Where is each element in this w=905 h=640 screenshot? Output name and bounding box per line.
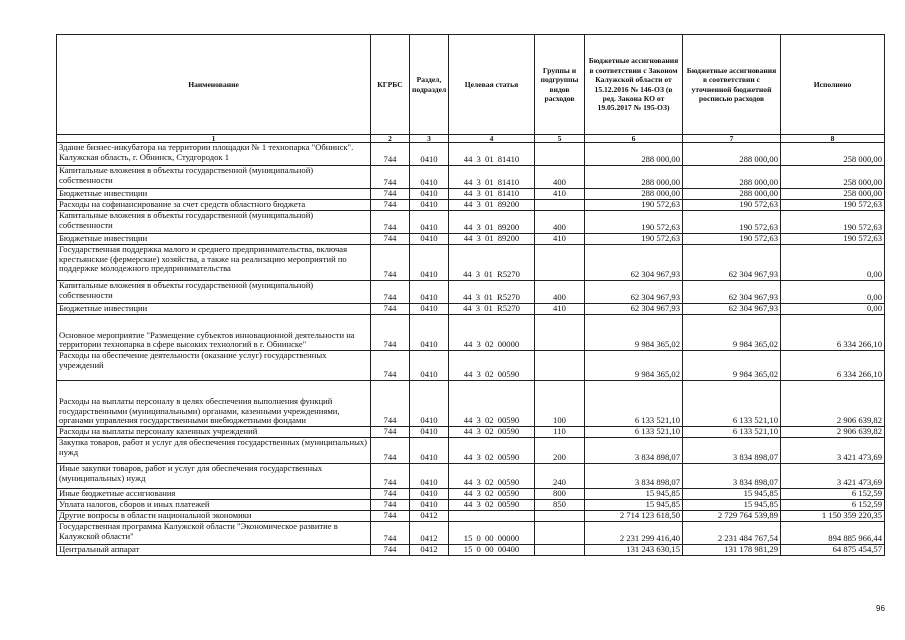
row-name: Расходы на софинансирование за счет средств областного бюджета (57, 200, 371, 211)
table-row (57, 427, 885, 438)
row-refined: 288 000,00 (683, 189, 781, 200)
row-section: 0410 (410, 438, 449, 464)
row-name: Государственная программа Калужской области "Экономическое развитие в Калужской области" (57, 522, 371, 545)
row-refined: 9 984 365,02 (683, 351, 781, 381)
row-section: 0412 (410, 545, 449, 556)
row-law: 6 133 521,10 (585, 427, 683, 438)
column-number: 6 (585, 135, 683, 143)
table-row (57, 315, 885, 351)
row-kgrbs: 744 (371, 464, 410, 489)
table-row (57, 189, 885, 200)
table-row (57, 438, 885, 464)
row-kgrbs: 744 (371, 500, 410, 511)
row-kgrbs: 744 (371, 351, 410, 381)
header-law: Бюджетные ассигнования в соответствии с Законом Калужской области от 15.12.2016 № 146-ОЗ (в ред. Закона КО от 19.05.2017 № 195-ОЗ) (585, 35, 683, 135)
row-law: 6 133 521,10 (585, 381, 683, 427)
row-executed: 2 906 639,82 (781, 427, 885, 438)
row-refined: 131 178 981,29 (683, 545, 781, 556)
row-law: 62 304 967,93 (585, 245, 683, 281)
row-name: Расходы на обеспечение деятельности (оказание услуг) государственных учреждений (57, 351, 371, 381)
row-target: 44 3 02 00590 (449, 381, 535, 427)
column-number-row (57, 135, 885, 143)
header-executed: Исполнено (781, 35, 885, 135)
table-row (57, 211, 885, 234)
row-target: 44 3 01 R5270 (449, 245, 535, 281)
row-section: 0410 (410, 189, 449, 200)
column-number: 2 (371, 135, 410, 143)
row-law: 15 945,85 (585, 500, 683, 511)
table-row (57, 245, 885, 281)
row-refined: 190 572,63 (683, 234, 781, 245)
row-section: 0410 (410, 464, 449, 489)
row-target: 44 3 01 89200 (449, 234, 535, 245)
row-section: 0410 (410, 234, 449, 245)
row-law: 3 834 898,07 (585, 464, 683, 489)
row-executed: 2 906 639,82 (781, 381, 885, 427)
row-target: 44 3 01 R5270 (449, 281, 535, 304)
row-section: 0410 (410, 489, 449, 500)
row-name: Другие вопросы в области национальной экономики (57, 511, 371, 522)
budget-table (56, 34, 885, 556)
row-law: 190 572,63 (585, 200, 683, 211)
row-section: 0410 (410, 166, 449, 189)
column-number: 5 (535, 135, 585, 143)
row-group: 100 (535, 381, 585, 427)
row-executed: 190 572,63 (781, 200, 885, 211)
header-section: Раздел, подраздел (410, 35, 449, 135)
row-group: 400 (535, 166, 585, 189)
row-law: 131 243 630,15 (585, 545, 683, 556)
row-executed: 6 334 266,10 (781, 351, 885, 381)
row-executed: 3 421 473,69 (781, 438, 885, 464)
row-group (535, 143, 585, 166)
row-group (535, 511, 585, 522)
column-number: 4 (449, 135, 535, 143)
row-kgrbs: 744 (371, 304, 410, 315)
row-refined: 288 000,00 (683, 166, 781, 189)
header-target: Целевая статья (449, 35, 535, 135)
row-group: 400 (535, 211, 585, 234)
row-name: Здание бизнес-инкубатора на территории площадки № 1 технопарка "Обнинск". Калужская область, г. Обнинск, Студгородок 1 (57, 143, 371, 166)
row-name: Уплата налогов, сборов и иных платежей (57, 500, 371, 511)
row-executed: 258 000,00 (781, 189, 885, 200)
row-executed: 6 152,59 (781, 500, 885, 511)
row-name: Закупка товаров, работ и услуг для обеспечения государственных (муниципальных) нужд (57, 438, 371, 464)
row-name: Бюджетные инвестиции (57, 234, 371, 245)
row-group (535, 315, 585, 351)
row-law: 190 572,63 (585, 234, 683, 245)
row-section: 0410 (410, 427, 449, 438)
row-target: 44 3 02 00590 (449, 464, 535, 489)
row-kgrbs: 744 (371, 189, 410, 200)
row-group (535, 351, 585, 381)
row-law: 62 304 967,93 (585, 304, 683, 315)
row-law: 62 304 967,93 (585, 281, 683, 304)
row-kgrbs: 744 (371, 381, 410, 427)
row-group: 240 (535, 464, 585, 489)
table-row (57, 281, 885, 304)
row-group (535, 245, 585, 281)
row-section: 0410 (410, 304, 449, 315)
row-section: 0410 (410, 500, 449, 511)
row-executed: 894 885 966,44 (781, 522, 885, 545)
row-group: 400 (535, 281, 585, 304)
row-refined: 9 984 365,02 (683, 315, 781, 351)
row-kgrbs: 744 (371, 545, 410, 556)
row-refined: 2 231 484 767,54 (683, 522, 781, 545)
column-number: 7 (683, 135, 781, 143)
row-refined: 62 304 967,93 (683, 245, 781, 281)
row-group: 110 (535, 427, 585, 438)
row-target: 44 3 01 89200 (449, 211, 535, 234)
row-target: 44 3 01 R5270 (449, 304, 535, 315)
row-name: Государственная поддержка малого и среднего предпринимательства, включая крестьянские (фермерские) хозяйства, а также на реализацию мероприятий по поддержке молодежного предпринимательства (57, 245, 371, 281)
row-kgrbs: 744 (371, 438, 410, 464)
row-section: 0412 (410, 511, 449, 522)
row-name: Капитальные вложения в объекты государственной (муниципальной) собственности (57, 281, 371, 304)
row-target: 15 0 00 00400 (449, 545, 535, 556)
row-refined: 15 945,85 (683, 489, 781, 500)
row-kgrbs: 744 (371, 166, 410, 189)
row-target: 44 3 02 00000 (449, 315, 535, 351)
row-kgrbs: 744 (371, 211, 410, 234)
table-row (57, 489, 885, 500)
row-executed: 6 152,59 (781, 489, 885, 500)
row-law: 2 231 299 416,40 (585, 522, 683, 545)
row-law: 288 000,00 (585, 166, 683, 189)
row-refined: 288 000,00 (683, 143, 781, 166)
row-law: 9 984 365,02 (585, 315, 683, 351)
row-executed: 190 572,63 (781, 234, 885, 245)
row-kgrbs: 744 (371, 234, 410, 245)
header-row (57, 35, 885, 135)
table-row (57, 304, 885, 315)
row-law: 9 984 365,02 (585, 351, 683, 381)
row-executed: 64 875 454,57 (781, 545, 885, 556)
column-number: 3 (410, 135, 449, 143)
row-target: 44 3 02 00590 (449, 351, 535, 381)
row-target: 44 3 02 00590 (449, 500, 535, 511)
row-refined: 3 834 898,07 (683, 464, 781, 489)
table-row (57, 381, 885, 427)
row-refined: 190 572,63 (683, 211, 781, 234)
row-executed: 0,00 (781, 304, 885, 315)
row-name: Капитальные вложения в объекты государственной (муниципальной) собственности (57, 211, 371, 234)
row-executed: 258 000,00 (781, 143, 885, 166)
row-section: 0410 (410, 315, 449, 351)
row-group: 850 (535, 500, 585, 511)
row-executed: 190 572,63 (781, 211, 885, 234)
row-kgrbs: 744 (371, 281, 410, 304)
row-refined: 2 729 764 539,89 (683, 511, 781, 522)
row-section: 0410 (410, 143, 449, 166)
row-section: 0410 (410, 211, 449, 234)
table-row (57, 166, 885, 189)
row-name: Центральный аппарат (57, 545, 371, 556)
row-law: 3 834 898,07 (585, 438, 683, 464)
row-law: 288 000,00 (585, 143, 683, 166)
row-kgrbs: 744 (371, 489, 410, 500)
row-target: 44 3 02 00590 (449, 438, 535, 464)
table-row (57, 545, 885, 556)
row-refined: 6 133 521,10 (683, 381, 781, 427)
table-row (57, 511, 885, 522)
row-refined: 62 304 967,93 (683, 304, 781, 315)
row-refined: 15 945,85 (683, 500, 781, 511)
row-refined: 62 304 967,93 (683, 281, 781, 304)
row-group (535, 522, 585, 545)
row-target (449, 511, 535, 522)
row-executed: 1 150 359 220,35 (781, 511, 885, 522)
row-name: Расходы на выплаты персоналу казенных учреждений (57, 427, 371, 438)
row-refined: 6 133 521,10 (683, 427, 781, 438)
row-kgrbs: 744 (371, 315, 410, 351)
row-group: 410 (535, 304, 585, 315)
row-name: Иные закупки товаров, работ и услуг для обеспечения государственных (муниципальных) нужд (57, 464, 371, 489)
row-kgrbs: 744 (371, 427, 410, 438)
table-row (57, 522, 885, 545)
row-law: 190 572,63 (585, 211, 683, 234)
row-kgrbs: 744 (371, 200, 410, 211)
row-target: 44 3 01 81410 (449, 189, 535, 200)
row-executed: 258 000,00 (781, 166, 885, 189)
row-executed: 6 334 266,10 (781, 315, 885, 351)
row-refined: 190 572,63 (683, 200, 781, 211)
row-section: 0410 (410, 281, 449, 304)
row-target: 44 3 02 00590 (449, 427, 535, 438)
table-row (57, 200, 885, 211)
row-executed: 0,00 (781, 245, 885, 281)
row-group: 410 (535, 234, 585, 245)
row-refined: 3 834 898,07 (683, 438, 781, 464)
row-group (535, 545, 585, 556)
row-section: 0410 (410, 351, 449, 381)
table-row (57, 351, 885, 381)
row-name: Иные бюджетные ассигнования (57, 489, 371, 500)
row-target: 44 3 01 81410 (449, 143, 535, 166)
row-name: Бюджетные инвестиции (57, 304, 371, 315)
row-kgrbs: 744 (371, 143, 410, 166)
row-law: 2 714 123 618,50 (585, 511, 683, 522)
row-section: 0410 (410, 200, 449, 211)
row-target: 44 3 02 00590 (449, 489, 535, 500)
header-name: Наименование (57, 35, 371, 135)
row-group: 800 (535, 489, 585, 500)
row-target: 44 3 01 81410 (449, 166, 535, 189)
row-target: 44 3 01 89200 (449, 200, 535, 211)
row-kgrbs: 744 (371, 522, 410, 545)
header-kgrbs: КГРБС (371, 35, 410, 135)
table-row (57, 500, 885, 511)
table-row (57, 464, 885, 489)
table-row (57, 234, 885, 245)
row-section: 0410 (410, 245, 449, 281)
header-refined: Бюджетные ассигнования в соответствии с уточненной бюджетной росписью расходов (683, 35, 781, 135)
row-law: 15 945,85 (585, 489, 683, 500)
row-section: 0410 (410, 381, 449, 427)
column-number: 8 (781, 135, 885, 143)
table-row (57, 143, 885, 166)
row-name: Бюджетные инвестиции (57, 189, 371, 200)
page-number: 96 (876, 604, 885, 613)
row-kgrbs: 744 (371, 511, 410, 522)
row-target: 15 0 00 00000 (449, 522, 535, 545)
row-executed: 0,00 (781, 281, 885, 304)
row-group: 200 (535, 438, 585, 464)
row-executed: 3 421 473,69 (781, 464, 885, 489)
row-law: 288 000,00 (585, 189, 683, 200)
row-group (535, 200, 585, 211)
row-group: 410 (535, 189, 585, 200)
row-name: Капитальные вложения в объекты государственной (муниципальной) собственности (57, 166, 371, 189)
header-groups: Группы и подгруппы видов расходов (535, 35, 585, 135)
row-section: 0412 (410, 522, 449, 545)
column-number: 1 (57, 135, 371, 143)
row-name: Расходы на выплаты персоналу в целях обеспечения выполнения функций государственными (муниципальными) органами, казенными учреждениями, органами управления государственными внебюджетными фондами (57, 381, 371, 427)
row-name: Основное мероприятие "Размещение субъектов инновационной деятельности на территории технопарка в сфере высоких технологий в г. Обнинске" (57, 315, 371, 351)
row-kgrbs: 744 (371, 245, 410, 281)
